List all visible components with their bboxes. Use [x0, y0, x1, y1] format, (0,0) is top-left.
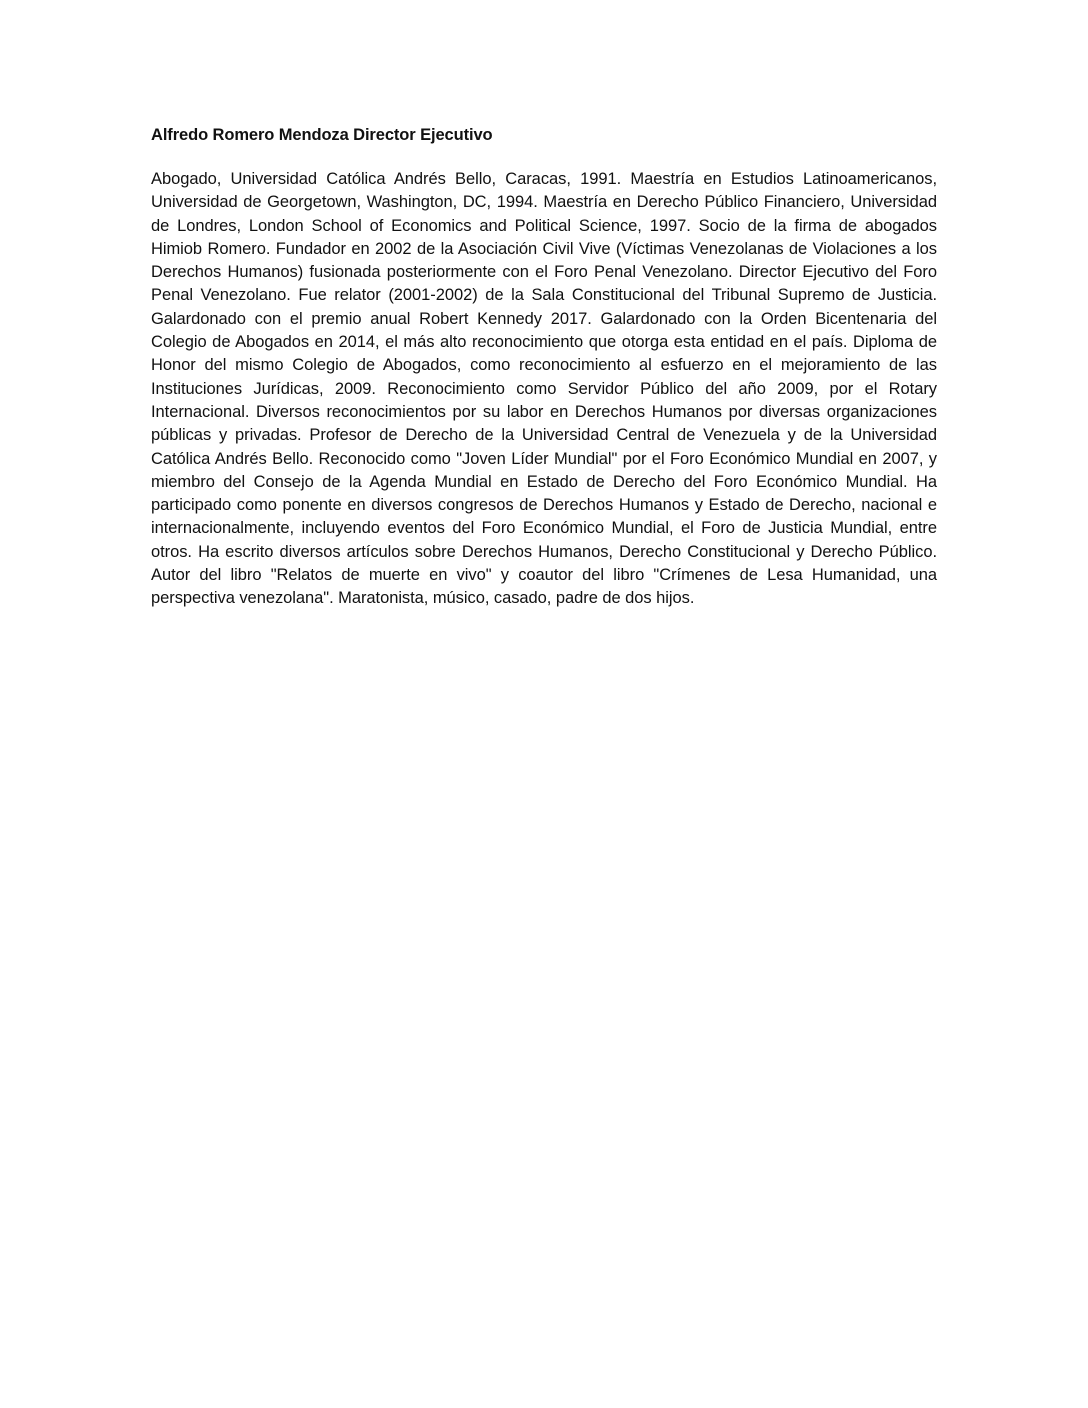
biography-paragraph: Abogado, Universidad Católica Andrés Bello, Caracas, 1991. Maestría en Estudios Latinoamericanos, Universidad de Georgetown, Washington, DC, 1994. Maestría en Derecho Público Financiero, Universidad de Londres, London School of Economics and Political Science, 1997. Socio de la firma de abogados Himiob Romero. Fundador en 2002 de la Asociación Civil Vive (Víctimas Venezolanas de Violaciones a los Derechos Humanos) fusionada posteriormente con el Foro Penal Venezolano. Director Ejecutivo del Foro Penal Venezolano. Fue relator (2001-2002) de la Sala Constitucional del Tribunal Supremo de Justicia. Galardonado con el premio anual Robert Kennedy 2017. Galardonado con la Orden Bicentenaria del Colegio de Abogados en 2014, el más alto reconocimiento que otorga esta entidad en el país. Diploma de Honor del mismo Colegio de Abogados, como reconocimiento al esfuerzo en el mejoramiento de las Instituciones Jurídicas, 2009. Reconocimiento como Servidor Público del año 2009, por el Rotary Internacional. Diversos reconocimientos por su labor en Derechos Humanos por diversas organizaciones públicas y privadas. Profesor de Derecho de la Universidad Central de Venezuela y de la Universidad Católica Andrés Bello. Reconocido como "Joven Líder Mundial" por el Foro Económico Mundial en 2007, y miembro del Consejo de la Agenda Mundial en Estado de Derecho del Foro Económico Mundial. Ha participado como ponente en diversos congresos de Derechos Humanos y Estado de Derecho, nacional e internacionalmente, incluyendo eventos del Foro Económico Mundial, el Foro de Justicia Mundial, entre otros. Ha escrito diversos artículos sobre Derechos Humanos, Derecho Constitucional y Derecho Público. Autor del libro "Relatos de muerte en vivo" y coautor del libro "Crímenes de Lesa Humanidad, una perspectiva venezolana". Maratonista, músico, casado, padre de dos hijos. [151, 170, 937, 608]
document-title: Alfredo Romero Mendoza Director Ejecutivo [151, 126, 493, 144]
document-body [151, 124, 937, 611]
